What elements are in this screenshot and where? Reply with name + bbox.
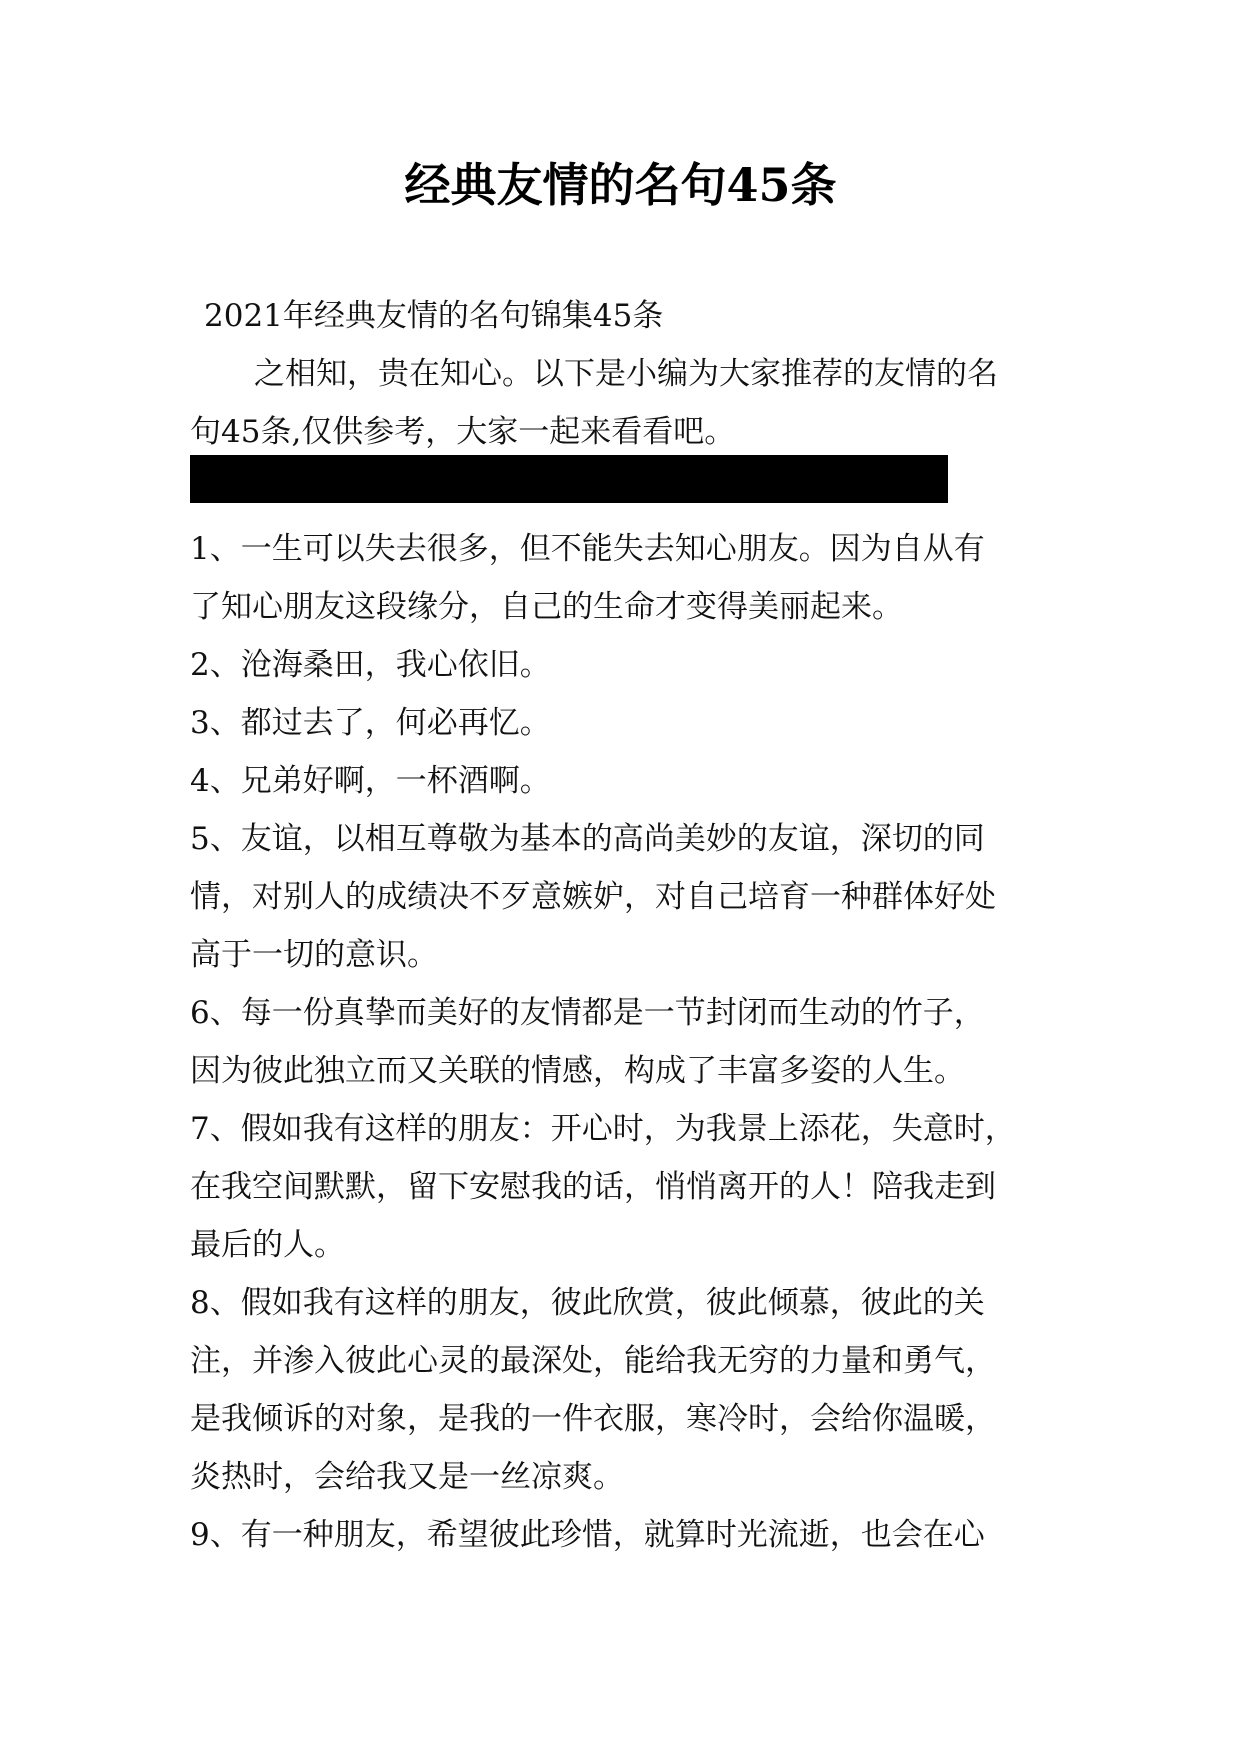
- document-title: 经典友情的名句45条: [404, 158, 837, 212]
- quote-line: 情，对别人的成绩决不歹意嫉妒，对自己培育一种群体好处: [190, 879, 996, 915]
- quote-line: 3、都过去了，何必再忆。: [190, 705, 551, 741]
- document-subtitle: 2021年经典友情的名句锦集45条: [204, 298, 664, 334]
- quote-line: 2、沧海桑田，我心依旧。: [190, 647, 551, 683]
- quote-line: 注，并渗入彼此心灵的最深处，能给我无穷的力量和勇气，: [190, 1343, 996, 1379]
- quote-line: 最后的人。: [190, 1227, 345, 1263]
- quote-line: 7、假如我有这样的朋友：开心时，为我景上添花，失意时，: [190, 1111, 1016, 1147]
- quote-line: 炎热时，会给我又是一丝凉爽。: [190, 1459, 624, 1495]
- quote-line: 是我倾诉的对象，是我的一件衣服，寒冷时，会给你温暖，: [190, 1401, 996, 1437]
- quote-line: 6、每一份真挚而美好的友情都是一节封闭而生动的竹子，: [190, 995, 985, 1031]
- quote-line: 5、友谊，以相互尊敬为基本的高尚美妙的友谊，深切的同: [190, 821, 985, 857]
- quote-line: 9、有一种朋友，希望彼此珍惜，就算时光流逝，也会在心: [190, 1517, 985, 1553]
- quote-line: 1、一生可以失去很多，但不能失去知心朋友。因为自从有: [190, 531, 985, 567]
- quote-line: 了知心朋友这段缘分，自己的生命才变得美丽起来。: [190, 589, 903, 625]
- intro-line: 之相知，贵在知心。以下是小编为大家推荐的友情的名: [254, 356, 998, 392]
- quote-line: 高于一切的意识。: [190, 937, 438, 973]
- redaction-bar: [190, 455, 948, 503]
- quote-line: 因为彼此独立而又关联的情感，构成了丰富多姿的人生。: [190, 1053, 965, 1089]
- quote-line: 8、假如我有这样的朋友，彼此欣赏，彼此倾慕，彼此的关: [190, 1285, 985, 1321]
- quote-line: 4、兄弟好啊，一杯酒啊。: [190, 763, 551, 799]
- intro-line: 句45条,仅供参考，大家一起来看看吧。: [190, 414, 736, 450]
- quote-line: 在我空间默默，留下安慰我的话，悄悄离开的人！陪我走到: [190, 1169, 996, 1205]
